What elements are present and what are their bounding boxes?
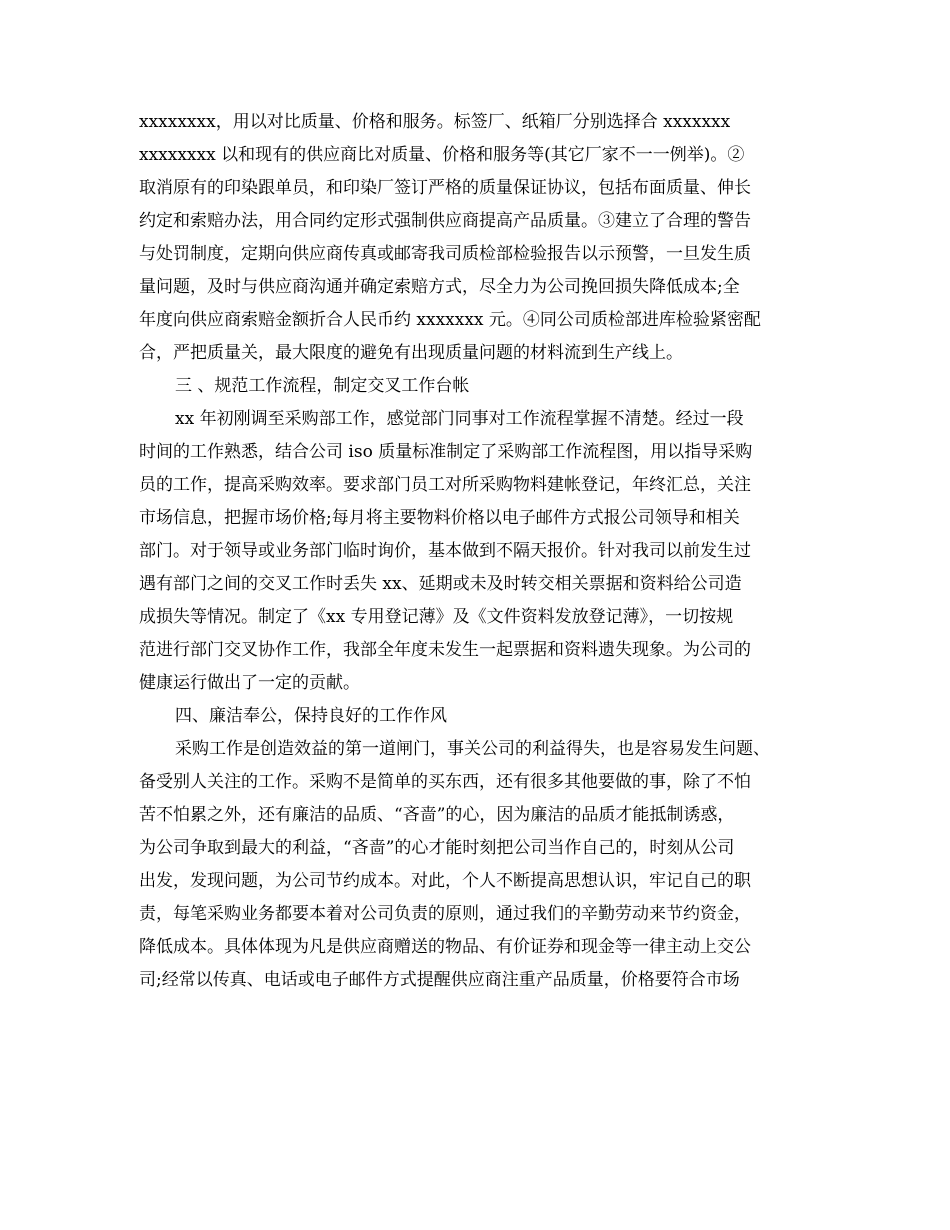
- section-heading-4: [139, 700, 815, 733]
- section-heading: 四、廉洁奉公，保持良好的工作作风: [175, 706, 447, 726]
- text-line: 采购工作是创造效益的第一道闸门，事关公司的利益得失，也是容易发生问题、: [175, 739, 770, 759]
- text-line: 合，严把质量关，最大限度的避免有出现质量问题的材料流到生产线上。: [139, 343, 683, 363]
- text-line: xxxxxxxx 以和现有的供应商比对质量、价格和服务等(其它厂家不一一例举)。②: [139, 145, 745, 165]
- document-body: [139, 106, 815, 997]
- text-line: 约定和索赔办法，用合同约定形式强制供应商提高产品质量。③建立了合理的警告: [139, 211, 751, 231]
- text-line: 成损失等情况。制定了《xx 专用登记薄》及《文件资料发放登记薄》，一切按规: [139, 607, 734, 627]
- text-line: 苦不怕累之外，还有廉洁的品质、“吝啬”的心，因为廉洁的品质才能抵制诱惑，: [139, 805, 735, 825]
- text-line: 部门。对于领导或业务部门临时询价，基本做到不隔天报价。针对我司以前发生过: [139, 541, 751, 561]
- text-line: 责，每笔采购业务都要本着对公司负责的原则，通过我们的辛勤劳动来节约资金，: [139, 904, 751, 924]
- text-line: 与处罚制度，定期向供应商传真或邮寄我司质检部检验报告以示预警，一旦发生质: [139, 244, 751, 264]
- text-line: 出发，发现问题，为公司节约成本。对此，个人不断提高思想认识，牢记自己的职: [139, 871, 751, 891]
- section-heading-3: [139, 370, 815, 403]
- text-line: xx 年初刚调至采购部工作，感觉部门同事对工作流程掌握不清楚。经过一段: [175, 409, 744, 429]
- text-line: 司;经常以传真、电话或电子邮件方式提醒供应商注重产品质量，价格要符合市场: [139, 970, 740, 990]
- paragraph-workflow: [139, 403, 815, 700]
- text-line: 市场信息，把握市场价格;每月将主要物料价格以电子邮件方式报公司领导和相关: [139, 508, 740, 528]
- text-line: 备受别人关注的工作。采购不是简单的买东西，还有很多其他要做的事，除了不怕: [139, 772, 751, 792]
- section-heading: 三 、规范工作流程，制定交叉工作台帐: [175, 376, 470, 396]
- text-line: 年度向供应商索赔金额折合人民币约 xxxxxxx 元。④同公司质检部进库检验紧密配: [139, 310, 761, 330]
- text-line: 取消原有的印染跟单员，和印染厂签订严格的质量保证协议，包括布面质量、伸长: [139, 178, 751, 198]
- text-line: 降低成本。具体体现为凡是供应商赠送的物品、有价证券和现金等一律主动上交公: [139, 937, 751, 957]
- paragraph-integrity: [139, 733, 815, 997]
- text-line: xxxxxxxx，用以对比质量、价格和服务。标签厂、纸箱厂分别选择合 xxxxxxx: [139, 112, 731, 132]
- text-line: 遇有部门之间的交叉工作时丢失 xx、延期或未及时转交相关票据和资料给公司造: [139, 574, 742, 594]
- text-line: 时间的工作熟悉，结合公司 iso 质量标准制定了采购部工作流程图，用以指导采购: [139, 442, 753, 462]
- text-line: 范进行部门交叉协作工作，我部全年度未发生一起票据和资料遗失现象。为公司的: [139, 640, 751, 660]
- text-line: 量问题，及时与供应商沟通并确定索赔方式，尽全力为公司挽回损失降低成本;全: [139, 277, 740, 297]
- text-line: 为公司争取到最大的利益，“吝啬”的心才能时刻把公司当作自己的，时刻从公司: [139, 838, 735, 858]
- text-line: 员的工作，提高采购效率。要求部门员工对所采购物料建帐登记，年终汇总，关注: [139, 475, 751, 495]
- paragraph-quality-control: [139, 106, 815, 370]
- text-line: 健康运行做出了一定的贡献。: [139, 673, 360, 693]
